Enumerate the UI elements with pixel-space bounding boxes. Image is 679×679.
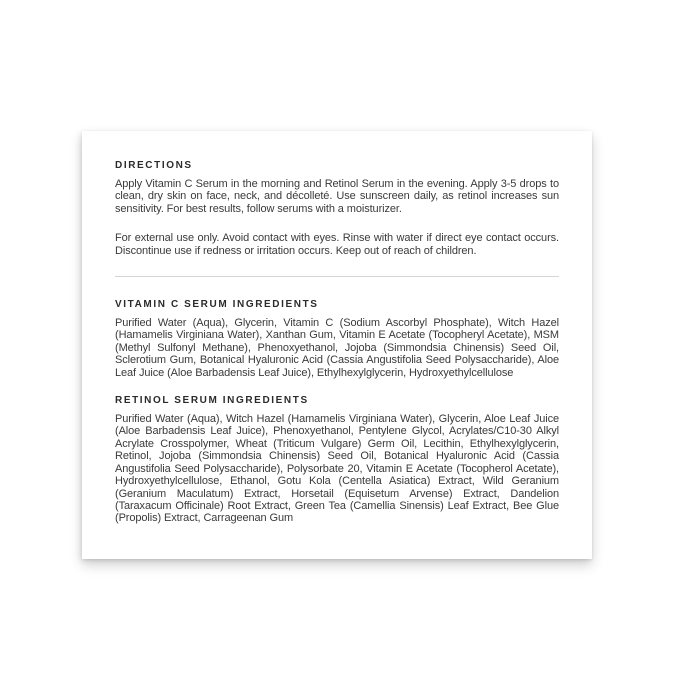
vitamin-c-ingredients-section [115, 300, 559, 379]
retinol-ingredients-section [115, 396, 559, 525]
directions-paragraph-2: For external use only. Avoid contact with eyes. Rinse with water if direct eye contact occurs. Discontinue use if redness or irritation occurs. Keep out of reach of children. [115, 232, 559, 257]
directions-paragraph-1: Apply Vitamin C Serum in the morning and Retinol Serum in the evening. Apply 3-5 drops to clean, dry skin on face, neck, and décolleté. Use sunscreen daily, as retinol increases sun sensitivity. For best results, follow serums with a moisturizer. [115, 178, 559, 215]
section-divider [115, 276, 559, 277]
retinol-ingredients-heading: RETINOL SERUM INGREDIENTS [115, 395, 309, 407]
directions-section [115, 161, 559, 257]
retinol-ingredients-list: Purified Water (Aqua), Witch Hazel (Hamamelis Virginiana Water), Glycerin, Aloe Leaf Juice (Aloe Barbadensis Leaf Juice), Phenoxyethanol, Pentylene Glycol, Acrylates/C10-30 Alkyl Acrylate Crosspolymer, Wheat (Triticum Vulgare) Germ Oil, Lecithin, Ethylhexylglycerin, Retinol, Jojoba (Simmondsia Chinensis) Seed Oil, Botanical Hyaluronic Acid (Cassia Angustifolia Seed Polysaccharide), Polysorbate 20, Vitamin E Acetate (Tocopherol Acetate), Hydroxyethylcellulose, Ethanol, Gotu Kola (Centella Asiatica) Extract, Wild Geranium (Geranium Maculatum) Extract, Horsetail (Equisetum Arvense) Extract, Dandelion (Taraxacum Officinale) Root Extract, Green Tea (Camellia Sinensis) Leaf Extract, Bee Glue (Propolis) Extract, Carrageenan Gum [115, 413, 559, 525]
product-label-card [82, 131, 592, 559]
vitamin-c-ingredients-list: Purified Water (Aqua), Glycerin, Vitamin C (Sodium Ascorbyl Phosphate), Witch Hazel (Hamamelis Virginiana Water), Xanthan Gum, Vitamin E Acetate (Tocopheryl Acetate), MSM (Methyl Sulfonyl Methane), Phenoxyethanol, Jojoba (Simmondsia Chinensis) Seed Oil, Sclerotium Gum, Botanical Hyaluronic Acid (Cassia Angustifolia Seed Polysaccharide), Aloe Leaf Juice (Aloe Barbadensis Leaf Juice), Ethylhexylglycerin, Hydroxyethylcellulose [115, 317, 559, 379]
vitamin-c-ingredients-heading: VITAMIN C SERUM INGREDIENTS [115, 299, 319, 311]
directions-heading: DIRECTIONS [115, 160, 193, 171]
